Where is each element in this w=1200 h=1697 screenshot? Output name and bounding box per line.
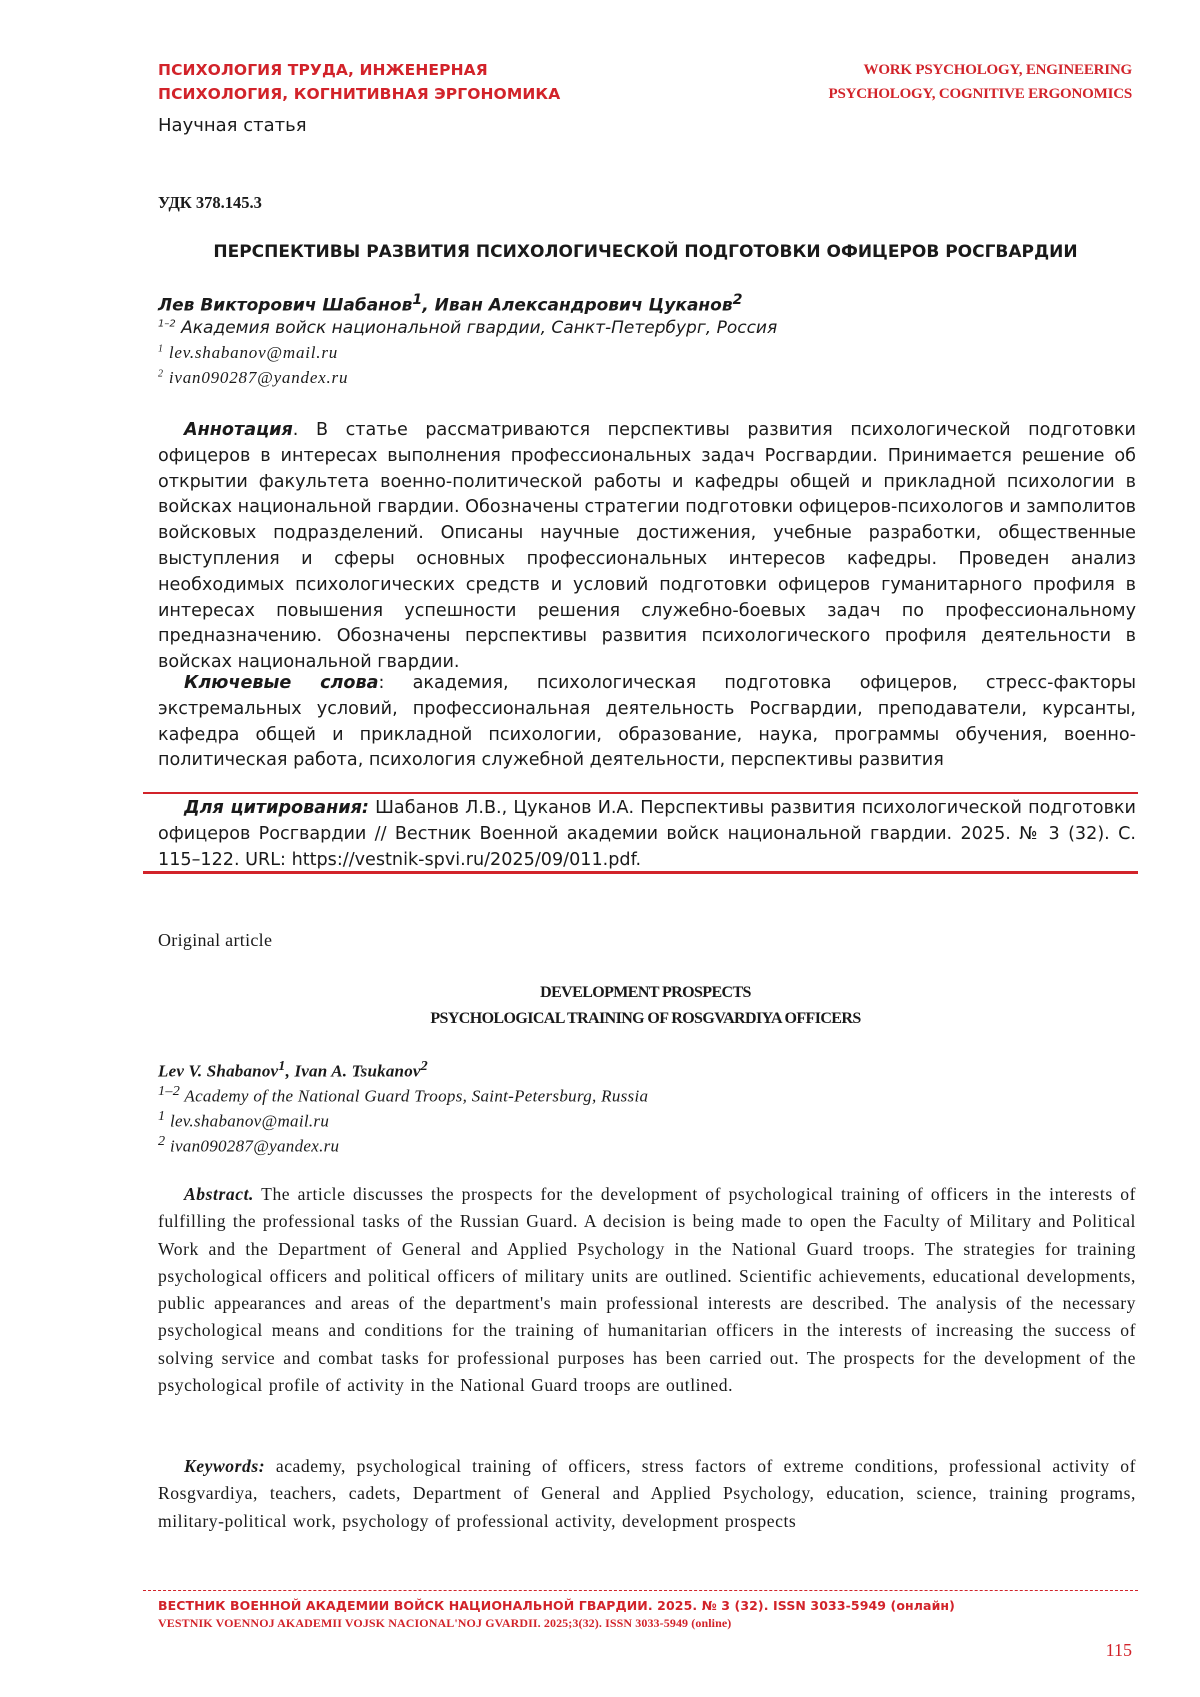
- keywords-ru: [158, 671, 1136, 774]
- author-1: Лев Викторович Шабанов: [158, 295, 413, 316]
- email-1-en-sup: 1: [158, 1108, 166, 1124]
- footer-journal-en: VESTNIK VOENNOJ AKADEMII VOJSK NACIONAL'NOJ GVARDII. 2025;3(32). ISSN 3033-5949 (online): [158, 1616, 732, 1630]
- citation-text: Шабанов Л.В., Цуканов И.А. Перспективы развития психологической подготовки офицеров Росгвардии // Вестник Военной академии войск национальной гвардии. 2025. № 3 (32). С. 115–122. URL: https://vestnik-spvi.ru/2025/09/011.pdf.: [158, 798, 1136, 870]
- header-ru-line2: ПСИХОЛОГИЯ, КОГНИТИВНАЯ ЭРГОНОМИКА: [158, 85, 561, 103]
- email-1-link[interactable]: lev.shabanov@mail.ru: [163, 343, 339, 362]
- title-en-line2: PSYCHOLOGICAL TRAINING OF ROSGVARDIYA OFFICERS: [430, 1010, 861, 1027]
- author-1-en-sup: 1: [278, 1058, 286, 1074]
- author-2-sup: 2: [732, 292, 743, 308]
- author-2: Иван Александрович Цуканов: [434, 295, 733, 316]
- email-2-ru: [158, 368, 348, 388]
- abstract-label-en: Abstract.: [184, 1184, 254, 1204]
- author-separator-en: ,: [285, 1061, 295, 1081]
- running-header-en: [828, 58, 1132, 106]
- citation-bottom-rule: [143, 871, 1138, 874]
- abstract-text-ru: . В статье рассматриваются перспективы развития психологической подготовки офицеров в интересах выполнения профессиональных задач Росгвардии. Принимается решение об открытии факультета военно-политической работы и кафедры общей и прикладной психологии в войсках национальной гвардии. Обозначены стратегии подготовки офицеров-психологов и замполитов войсковых подразделений. Описаны научные достижения, учебные разработки, общественные выступления и сферы основных профессиональных интересов кафедры. Проведен анализ необходимых психологических средств и условий подготовки офицеров гуманитарного профиля в интересах повышения успешности решения служебно-боевых задач по профессиональному предназначению. Обозначены перспективы развития психологического профиля деятельности в войсках национальной гвардии.: [158, 420, 1136, 673]
- article-type-ru: Научная статья: [158, 115, 307, 136]
- udk-code: УДК 378.145.3: [158, 193, 262, 212]
- email-2-en-link[interactable]: ivan090287@yandex.ru: [165, 1136, 340, 1156]
- email-2-en-sup: 2: [158, 1133, 166, 1149]
- author-2-en-sup: 2: [420, 1058, 428, 1074]
- abstract-ru: [158, 418, 1136, 676]
- citation-block: [158, 796, 1136, 873]
- abstract-label-ru: Аннотация: [184, 420, 293, 440]
- email-1-sup: 1: [158, 343, 164, 355]
- citation-top-rule: [143, 792, 1138, 794]
- title-en-line1: DEVELOPMENT PROSPECTS: [540, 984, 751, 1001]
- article-title-ru: ПЕРСПЕКТИВЫ РАЗВИТИЯ ПСИХОЛОГИЧЕСКОЙ ПОДГОТОВКИ ОФИЦЕРОВ РОСГВАРДИИ: [213, 242, 1078, 262]
- email-2-sup: 2: [158, 368, 164, 380]
- abstract-text-en: The article discusses the prospects for the development of psychological training of officers in the interests of fulfilling the professional tasks of the Russian Guard. A decision is being made to open the Faculty of Military and Political Work and the Department of General and Applied Psychology in the National Guard troops. The strategies for training psychological officers and political officers of military units are outlined. Scientific achievements, educational developments, public appearances and areas of the department's main professional interests are described. The analysis of the necessary psychological means and conditions for the training of humanitarian officers in the interests of increasing the success of solving service and combat tasks for professional purposes has been carried out. The prospects for the development of the psychological profile of activity in the National Guard troops are outlined.: [158, 1184, 1136, 1396]
- affiliation-text: Академия войск национальной гвардии, Санкт-Петербург, Россия: [175, 318, 778, 338]
- affiliation-ru: [158, 318, 777, 338]
- header-en-line1: WORK PSYCHOLOGY, ENGINEERING: [863, 62, 1132, 78]
- running-header-ru: [158, 58, 560, 106]
- header-en-line2: PSYCHOLOGY, COGNITIVE ERGONOMICS: [828, 86, 1132, 102]
- email-1-en-link[interactable]: lev.shabanov@mail.ru: [165, 1111, 330, 1131]
- author-2-en: Ivan A. Tsukanov: [294, 1061, 421, 1081]
- email-1-en: [158, 1108, 329, 1132]
- author-separator: ,: [422, 295, 435, 316]
- page-number: 115: [1105, 1640, 1132, 1660]
- footer-dashed-rule: [143, 1590, 1138, 1591]
- header-ru-line1: ПСИХОЛОГИЯ ТРУДА, ИНЖЕНЕРНАЯ: [158, 61, 488, 79]
- affiliation-en: [158, 1083, 648, 1107]
- article-type-en: Original article: [158, 930, 273, 950]
- authors-ru: [158, 292, 742, 316]
- author-1-en: Lev V. Shabanov: [158, 1061, 279, 1081]
- affiliation-en-text: Academy of the National Guard Troops, Saint-Petersburg, Russia: [180, 1086, 649, 1106]
- citation-label: Для цитирования:: [184, 798, 369, 818]
- email-1-ru: [158, 343, 338, 363]
- keywords-en: [158, 1453, 1136, 1535]
- affiliation-sup: 1–2: [158, 318, 176, 330]
- abstract-en: [158, 1181, 1136, 1399]
- keywords-label-ru: Ключевые слова: [184, 673, 379, 693]
- footer-journal-ru: ВЕСТНИК ВОЕННОЙ АКАДЕМИИ ВОЙСК НАЦИОНАЛЬНОЙ ГВАРДИИ. 2025. № 3 (32). ISSN 3033-5949 (онлайн): [158, 1598, 955, 1613]
- email-2-link[interactable]: ivan090287@yandex.ru: [163, 368, 349, 387]
- affiliation-en-sup: 1–2: [158, 1083, 181, 1099]
- author-1-sup: 1: [412, 292, 423, 308]
- keywords-text-en: academy, psychological training of officers, stress factors of extreme conditions, professional activity of Rosgvardiya, teachers, cadets, Department of General and Applied Psychology, education, science, training programs, military-political work, psychology of professional activity, development prospects: [158, 1456, 1136, 1531]
- article-title-en: [158, 980, 1133, 1032]
- keywords-text-ru: : академия, психологическая подготовка офицеров, стресс-факторы экстремальных условий, профессиональная деятельность Росгвардии, преподаватели, курсанты, кафедра общей и прикладной психологии, образование, наука, программы обучения, военно-политическая работа, психология служебной деятельности, перспективы развития: [158, 673, 1136, 771]
- authors-en: [158, 1058, 428, 1082]
- keywords-label-en: Keywords:: [184, 1456, 266, 1476]
- email-2-en: [158, 1133, 339, 1157]
